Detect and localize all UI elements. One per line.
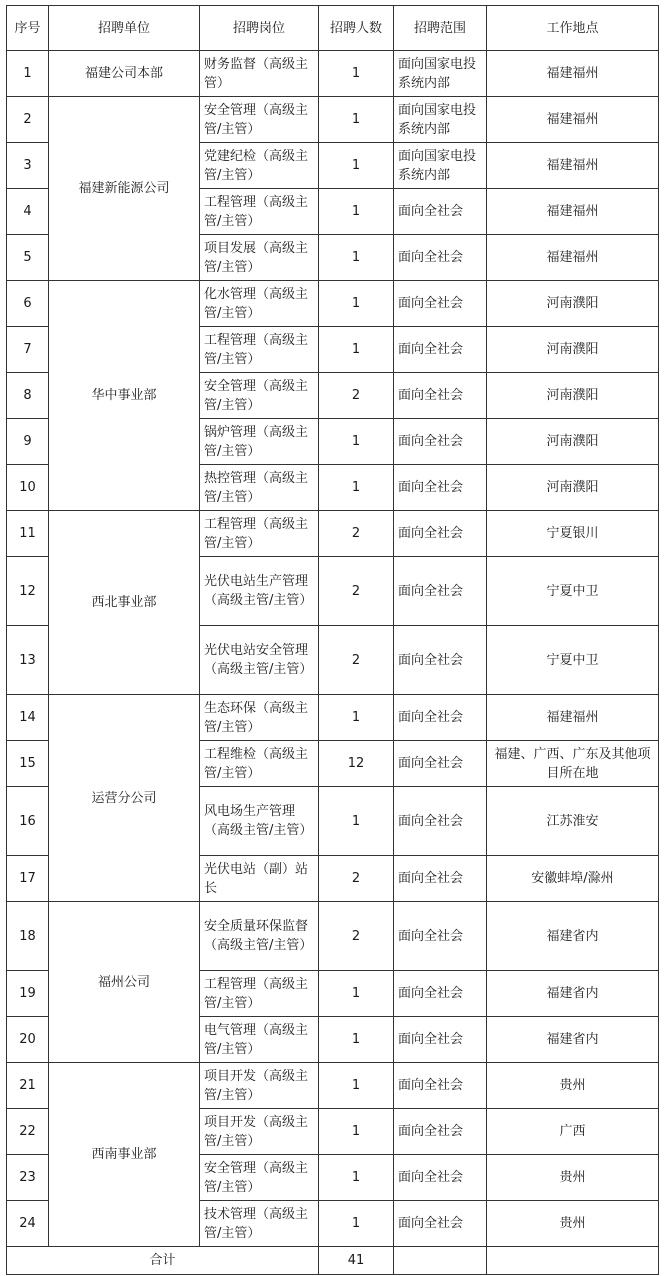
seq-cell: 4 [7,189,49,235]
position-cell: 光伏电站（副）站长 [200,856,319,902]
scope-cell: 面向全社会 [394,281,487,327]
scope-cell: 面向全社会 [394,1063,487,1109]
total-empty-cell [487,1247,659,1275]
header-scope: 招聘范围 [394,6,487,51]
scope-cell: 面向全社会 [394,741,487,787]
location-cell: 福建省内 [487,902,659,971]
scope-cell: 面向全社会 [394,1155,487,1201]
seq-cell: 18 [7,902,49,971]
total-count: 41 [319,1247,394,1275]
position-cell: 安全管理（高级主管/主管） [200,97,319,143]
table-row [7,97,659,143]
position-cell: 安全管理（高级主管/主管） [200,373,319,419]
location-cell: 广西 [487,1109,659,1155]
scope-cell: 面向全社会 [394,465,487,511]
position-cell: 热控管理（高级主管/主管） [200,465,319,511]
table-row [7,695,659,741]
location-cell: 宁夏中卫 [487,557,659,626]
position-cell: 技术管理（高级主管/主管） [200,1201,319,1247]
location-cell: 福建福州 [487,97,659,143]
count-cell: 1 [319,235,394,281]
scope-cell: 面向全社会 [394,902,487,971]
unit-cell: 西北事业部 [49,511,200,695]
count-cell: 1 [319,787,394,856]
location-cell: 贵州 [487,1155,659,1201]
header-position: 招聘岗位 [200,6,319,51]
table-row [7,902,659,971]
count-cell: 1 [319,97,394,143]
header-location: 工作地点 [487,6,659,51]
location-cell: 贵州 [487,1201,659,1247]
count-cell: 1 [319,281,394,327]
scope-cell: 面向全社会 [394,971,487,1017]
count-cell: 2 [319,557,394,626]
count-cell: 1 [319,465,394,511]
unit-cell: 福建公司本部 [49,51,200,97]
position-cell: 化水管理（高级主管/主管） [200,281,319,327]
seq-cell: 5 [7,235,49,281]
count-cell: 2 [319,626,394,695]
location-cell: 河南濮阳 [487,465,659,511]
unit-cell: 运营分公司 [49,695,200,902]
location-cell: 福建省内 [487,1017,659,1063]
seq-cell: 21 [7,1063,49,1109]
position-cell: 光伏电站安全管理（高级主管/主管） [200,626,319,695]
count-cell: 1 [319,1109,394,1155]
total-label: 合计 [7,1247,319,1275]
seq-cell: 12 [7,557,49,626]
seq-cell: 11 [7,511,49,557]
count-cell: 1 [319,419,394,465]
seq-cell: 10 [7,465,49,511]
scope-cell: 面向全社会 [394,511,487,557]
location-cell: 宁夏中卫 [487,626,659,695]
seq-cell: 20 [7,1017,49,1063]
seq-cell: 7 [7,327,49,373]
position-cell: 项目开发（高级主管/主管） [200,1063,319,1109]
location-cell: 福建福州 [487,235,659,281]
seq-cell: 1 [7,51,49,97]
count-cell: 1 [319,51,394,97]
location-cell: 福建福州 [487,695,659,741]
location-cell: 福建福州 [487,189,659,235]
recruitment-table [6,5,659,1275]
scope-cell: 面向全社会 [394,1017,487,1063]
position-cell: 光伏电站生产管理（高级主管/主管） [200,557,319,626]
seq-cell: 9 [7,419,49,465]
seq-cell: 23 [7,1155,49,1201]
position-cell: 项目发展（高级主管/主管） [200,235,319,281]
location-cell: 河南濮阳 [487,373,659,419]
location-cell: 安徽蚌埠/滁州 [487,856,659,902]
location-cell: 福建福州 [487,143,659,189]
location-cell: 福建省内 [487,971,659,1017]
scope-cell: 面向全社会 [394,695,487,741]
position-cell: 锅炉管理（高级主管/主管） [200,419,319,465]
count-cell: 1 [319,327,394,373]
position-cell: 党建纪检（高级主管/主管） [200,143,319,189]
seq-cell: 19 [7,971,49,1017]
header-count: 招聘人数 [319,6,394,51]
count-cell: 1 [319,695,394,741]
position-cell: 安全质量环保监督（高级主管/主管） [200,902,319,971]
scope-cell: 面向国家电投系统内部 [394,97,487,143]
header-row [7,6,659,51]
scope-cell: 面向全社会 [394,373,487,419]
position-cell: 项目开发（高级主管/主管） [200,1109,319,1155]
position-cell: 生态环保（高级主管/主管） [200,695,319,741]
scope-cell: 面向国家电投系统内部 [394,51,487,97]
total-row [7,1247,659,1275]
scope-cell: 面向全社会 [394,856,487,902]
unit-cell: 福州公司 [49,902,200,1063]
count-cell: 1 [319,1155,394,1201]
location-cell: 江苏淮安 [487,787,659,856]
position-cell: 工程管理（高级主管/主管） [200,189,319,235]
count-cell: 12 [319,741,394,787]
seq-cell: 13 [7,626,49,695]
count-cell: 2 [319,856,394,902]
header-unit: 招聘单位 [49,6,200,51]
position-cell: 风电场生产管理（高级主管/主管） [200,787,319,856]
seq-cell: 2 [7,97,49,143]
table-body [7,51,659,1247]
position-cell: 财务监督（高级主管） [200,51,319,97]
count-cell: 1 [319,1201,394,1247]
scope-cell: 面向国家电投系统内部 [394,143,487,189]
count-cell: 1 [319,1063,394,1109]
location-cell: 福建、广西、广东及其他项目所在地 [487,741,659,787]
seq-cell: 14 [7,695,49,741]
scope-cell: 面向全社会 [394,626,487,695]
scope-cell: 面向全社会 [394,419,487,465]
scope-cell: 面向全社会 [394,1109,487,1155]
header-seq: 序号 [7,6,49,51]
seq-cell: 3 [7,143,49,189]
scope-cell: 面向全社会 [394,557,487,626]
position-cell: 工程管理（高级主管/主管） [200,971,319,1017]
table-row [7,51,659,97]
unit-cell: 福建新能源公司 [49,97,200,281]
seq-cell: 15 [7,741,49,787]
location-cell: 河南濮阳 [487,419,659,465]
seq-cell: 8 [7,373,49,419]
unit-cell: 华中事业部 [49,281,200,511]
count-cell: 2 [319,511,394,557]
location-cell: 宁夏银川 [487,511,659,557]
count-cell: 1 [319,971,394,1017]
scope-cell: 面向全社会 [394,327,487,373]
seq-cell: 22 [7,1109,49,1155]
seq-cell: 16 [7,787,49,856]
seq-cell: 17 [7,856,49,902]
position-cell: 电气管理（高级主管/主管） [200,1017,319,1063]
position-cell: 工程维检（高级主管/主管） [200,741,319,787]
location-cell: 河南濮阳 [487,327,659,373]
location-cell: 福建福州 [487,51,659,97]
total-empty-cell [394,1247,487,1275]
scope-cell: 面向全社会 [394,787,487,856]
scope-cell: 面向全社会 [394,1201,487,1247]
scope-cell: 面向全社会 [394,189,487,235]
position-cell: 安全管理（高级主管/主管） [200,1155,319,1201]
count-cell: 1 [319,1017,394,1063]
seq-cell: 6 [7,281,49,327]
table-row [7,281,659,327]
unit-cell: 西南事业部 [49,1063,200,1247]
position-cell: 工程管理（高级主管/主管） [200,327,319,373]
scope-cell: 面向全社会 [394,235,487,281]
count-cell: 2 [319,902,394,971]
count-cell: 2 [319,373,394,419]
table-row [7,511,659,557]
table-row [7,1063,659,1109]
count-cell: 1 [319,189,394,235]
seq-cell: 24 [7,1201,49,1247]
position-cell: 工程管理（高级主管/主管） [200,511,319,557]
location-cell: 贵州 [487,1063,659,1109]
location-cell: 河南濮阳 [487,281,659,327]
count-cell: 1 [319,143,394,189]
